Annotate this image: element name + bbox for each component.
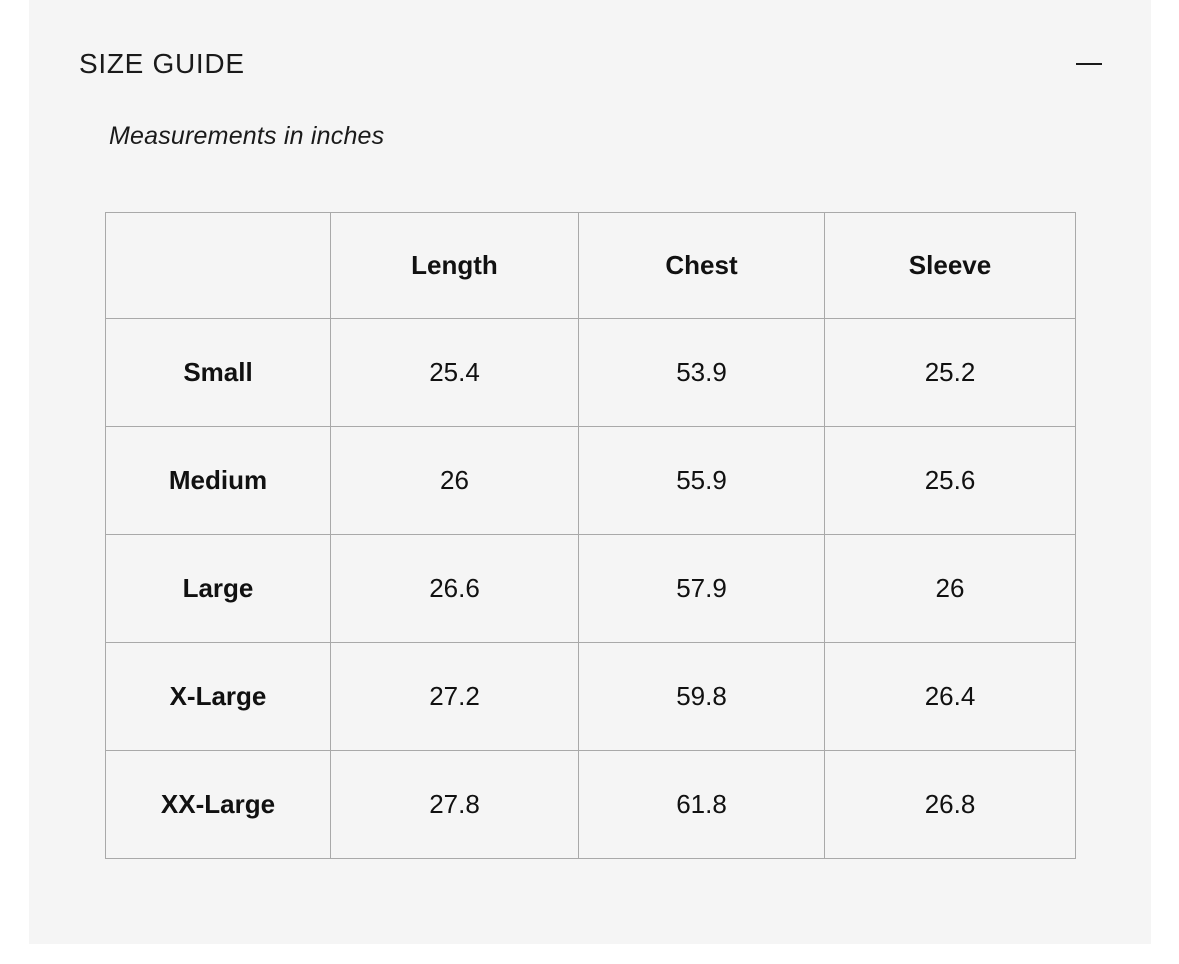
page-bottom-margin xyxy=(0,944,1179,964)
row-header-medium: Medium xyxy=(106,427,331,535)
cell-xx-large-sleeve: 26.8 xyxy=(825,751,1076,859)
table-row xyxy=(106,319,1076,427)
table-row xyxy=(106,643,1076,751)
table-corner-cell xyxy=(106,213,331,319)
size-table-body xyxy=(106,319,1076,859)
column-header-sleeve: Sleeve xyxy=(825,213,1076,319)
cell-medium-sleeve: 25.6 xyxy=(825,427,1076,535)
cell-small-sleeve: 25.2 xyxy=(825,319,1076,427)
cell-xx-large-chest: 61.8 xyxy=(579,751,825,859)
row-header-xx-large: XX-Large xyxy=(106,751,331,859)
size-table-container xyxy=(105,212,1075,859)
size-guide-header[interactable] xyxy=(79,40,1109,88)
column-header-length: Length xyxy=(331,213,579,319)
table-row xyxy=(106,535,1076,643)
page-right-margin xyxy=(1151,0,1179,964)
cell-large-chest: 57.9 xyxy=(579,535,825,643)
table-row xyxy=(106,427,1076,535)
cell-x-large-chest: 59.8 xyxy=(579,643,825,751)
column-header-chest: Chest xyxy=(579,213,825,319)
cell-small-chest: 53.9 xyxy=(579,319,825,427)
cell-medium-chest: 55.9 xyxy=(579,427,825,535)
row-header-large: Large xyxy=(106,535,331,643)
cell-large-length: 26.6 xyxy=(331,535,579,643)
size-table-header xyxy=(106,213,1076,319)
minus-icon[interactable] xyxy=(1069,44,1109,84)
size-table xyxy=(105,212,1076,859)
row-header-small: Small xyxy=(106,319,331,427)
cell-small-length: 25.4 xyxy=(331,319,579,427)
table-row xyxy=(106,751,1076,859)
row-header-x-large: X-Large xyxy=(106,643,331,751)
cell-x-large-sleeve: 26.4 xyxy=(825,643,1076,751)
page-left-margin xyxy=(0,0,29,964)
cell-medium-length: 26 xyxy=(331,427,579,535)
cell-large-sleeve: 26 xyxy=(825,535,1076,643)
cell-xx-large-length: 27.8 xyxy=(331,751,579,859)
size-guide-panel xyxy=(29,0,1151,944)
table-header-row xyxy=(106,213,1076,319)
minus-icon-bar xyxy=(1076,63,1102,65)
cell-x-large-length: 27.2 xyxy=(331,643,579,751)
page-title: SIZE GUIDE xyxy=(79,48,245,79)
measurements-unit-label: Measurements in inches xyxy=(109,122,385,150)
